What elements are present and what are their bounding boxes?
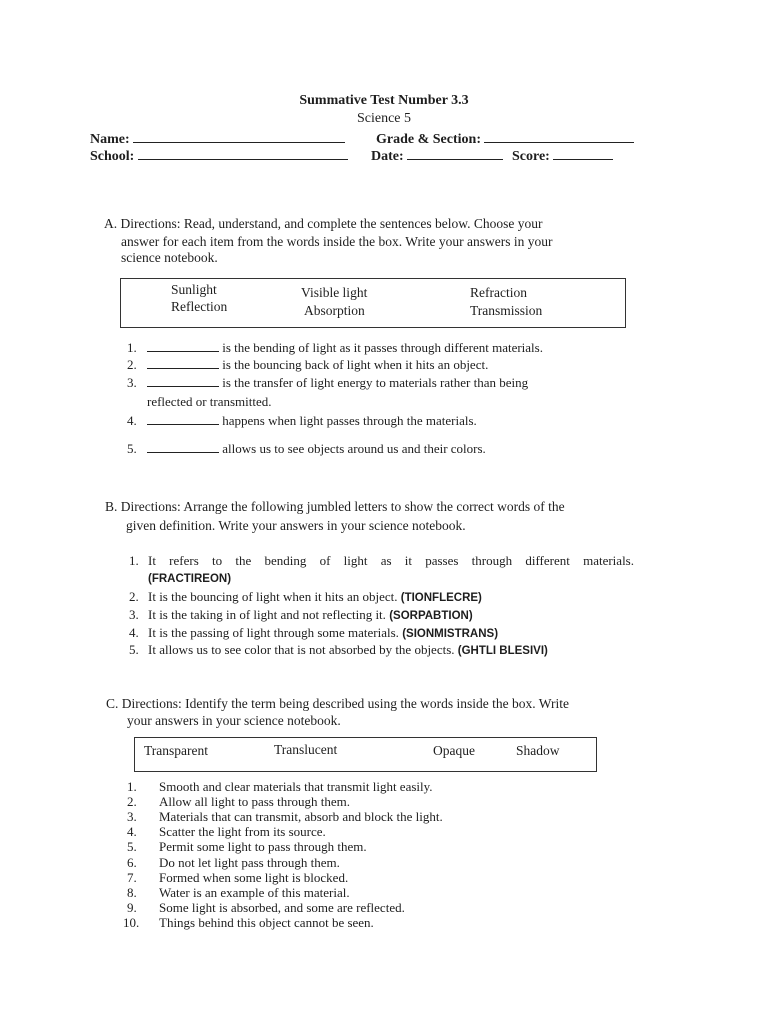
section-a-item	[127, 413, 639, 429]
item-number: 5.	[127, 441, 137, 456]
item-number: 1.	[127, 340, 137, 355]
date-row	[371, 147, 503, 165]
section-a-item	[127, 375, 639, 391]
section-b-item	[129, 642, 548, 658]
item-number: 2.	[127, 794, 137, 809]
item-number: 5.	[129, 642, 139, 657]
item-number: 6.	[127, 855, 137, 870]
section-c-item	[127, 855, 340, 871]
item-text: Materials that can transmit, absorb and block the light.	[159, 809, 443, 824]
word-sunlight: Sunlight	[171, 282, 217, 297]
date-label: Date:	[371, 149, 404, 164]
word-visible-light: Visible light	[301, 285, 368, 300]
section-c-word-box	[134, 737, 597, 772]
item-number: 7.	[127, 870, 137, 885]
section-c-directions	[106, 695, 569, 712]
item-text: Scatter the light from its source.	[159, 824, 326, 839]
item-text: It refers to the bending of light as it passes through different materials.	[148, 553, 634, 568]
section-a-directions-line-1: Directions: Read, understand, and complete the sentences below. Choose your	[120, 216, 543, 231]
section-b-letter: B.	[105, 499, 118, 514]
page-subtitle: Science 5	[356, 111, 412, 126]
item-text: happens when light passes through the materials.	[222, 413, 477, 428]
item-text: Formed when some light is blocked.	[159, 870, 349, 885]
name-blank	[133, 130, 345, 143]
date-blank	[407, 147, 503, 160]
item-number: 3.	[127, 809, 137, 824]
section-a-item	[127, 441, 639, 457]
section-a-directions-line-3: science notebook.	[121, 250, 218, 265]
section-c-item	[127, 870, 349, 886]
item-text: Some light is absorbed, and some are reflected.	[159, 900, 405, 915]
section-c-directions-line-1: Directions: Identify the term being described using the words inside the box. Write	[121, 696, 569, 711]
word-transparent: Transparent	[144, 743, 208, 758]
item-number: 2.	[129, 589, 139, 604]
section-c-item	[127, 794, 351, 810]
answer-blank	[147, 375, 219, 387]
section-b-item	[129, 589, 482, 605]
section-c-item	[127, 839, 367, 855]
score-label: Score:	[512, 149, 550, 164]
jumbled-word: (GHTLI BLESIVI)	[457, 645, 548, 657]
item-number: 4.	[129, 625, 139, 640]
jumbled-word: (FRACTIREON)	[148, 573, 232, 585]
word-opaque: Opaque	[433, 743, 475, 758]
item-text: Permit some light to pass through them.	[159, 839, 367, 854]
school-row	[90, 147, 348, 165]
section-a-letter: A.	[104, 216, 118, 231]
jumbled-word: (SORPABTION)	[389, 610, 473, 622]
item-number: 3.	[129, 607, 139, 622]
item-text: It is the taking in of light and not reflecting it.	[148, 607, 386, 622]
word-translucent: Translucent	[274, 742, 338, 757]
item-text: Things behind this object cannot be seen.	[159, 915, 374, 930]
section-a-item	[127, 357, 639, 373]
section-b-item	[129, 625, 499, 641]
grade-label: Grade & Section:	[376, 132, 481, 147]
answer-blank	[147, 413, 219, 425]
item-text: It is the bouncing of light when it hits an object.	[148, 589, 398, 604]
school-blank	[138, 147, 348, 160]
item-text: Water is an example of this material.	[159, 885, 350, 900]
answer-blank	[147, 441, 219, 453]
item-text: is the transfer of light energy to materials rather than being	[222, 375, 529, 390]
section-b-item	[129, 553, 634, 569]
item-number: 10.	[123, 915, 140, 930]
section-a-directions-line-2: answer for each item from the words inside the box. Write your answers in your	[121, 234, 553, 249]
item-text: Do not let light pass through them.	[159, 855, 340, 870]
section-c-item	[127, 900, 405, 916]
jumbled-word: (SIONMISTRANS)	[402, 628, 499, 640]
item-number: 4.	[127, 413, 137, 428]
section-b-directions-line-1: Directions: Arrange the following jumbled letters to show the correct words of the	[120, 499, 565, 514]
section-c-letter: C.	[106, 696, 119, 711]
grade-blank	[484, 130, 634, 143]
section-b-directions-line-2: given definition. Write your answers in your science notebook.	[126, 518, 466, 533]
score-row	[512, 147, 613, 165]
section-b-item	[129, 607, 473, 623]
item-number: 2.	[127, 357, 137, 372]
jumbled-word: (TIONFLECRE)	[400, 592, 482, 604]
item-number: 9.	[127, 900, 137, 915]
section-c-directions-line-2: your answers in your science notebook.	[127, 713, 341, 728]
section-c-item	[123, 915, 374, 931]
item-text: It allows us to see color that is not absorbed by the objects.	[148, 642, 455, 657]
section-a-word-box	[120, 278, 626, 328]
item-number: 3.	[127, 375, 137, 390]
section-b-directions	[105, 498, 565, 515]
word-transmission: Transmission	[470, 303, 543, 318]
score-blank	[553, 147, 613, 160]
page-title: Summative Test Number 3.3	[299, 93, 469, 108]
name-row	[90, 130, 345, 148]
item-number: 8.	[127, 885, 137, 900]
item-text: is the bending of light as it passes through different materials.	[222, 340, 543, 355]
name-label: Name:	[90, 132, 130, 147]
section-a-item-continuation: reflected or transmitted.	[147, 394, 272, 409]
word-absorption: Absorption	[304, 303, 365, 318]
item-text: Smooth and clear materials that transmit light easily.	[159, 779, 433, 794]
word-reflection: Reflection	[171, 299, 228, 314]
item-text: is the bouncing back of light when it hits an object.	[222, 357, 489, 372]
section-c-item	[127, 885, 350, 901]
answer-blank	[147, 357, 219, 369]
item-text: Allow all light to pass through them.	[159, 794, 351, 809]
item-text: It is the passing of light through some materials.	[148, 625, 399, 640]
section-c-item	[127, 779, 433, 795]
section-c-item	[127, 824, 326, 840]
school-label: School:	[90, 149, 135, 164]
item-text: allows us to see objects around us and their colors.	[222, 441, 486, 456]
item-number: 4.	[127, 824, 137, 839]
section-c-item	[127, 809, 443, 825]
word-refraction: Refraction	[470, 285, 527, 300]
grade-row	[376, 130, 634, 148]
item-number: 1.	[129, 553, 139, 568]
word-shadow: Shadow	[516, 743, 560, 758]
section-a-directions	[104, 215, 543, 232]
item-number: 5.	[127, 839, 137, 854]
item-number: 1.	[127, 779, 137, 794]
answer-blank	[147, 340, 219, 352]
section-a-item	[127, 340, 639, 356]
